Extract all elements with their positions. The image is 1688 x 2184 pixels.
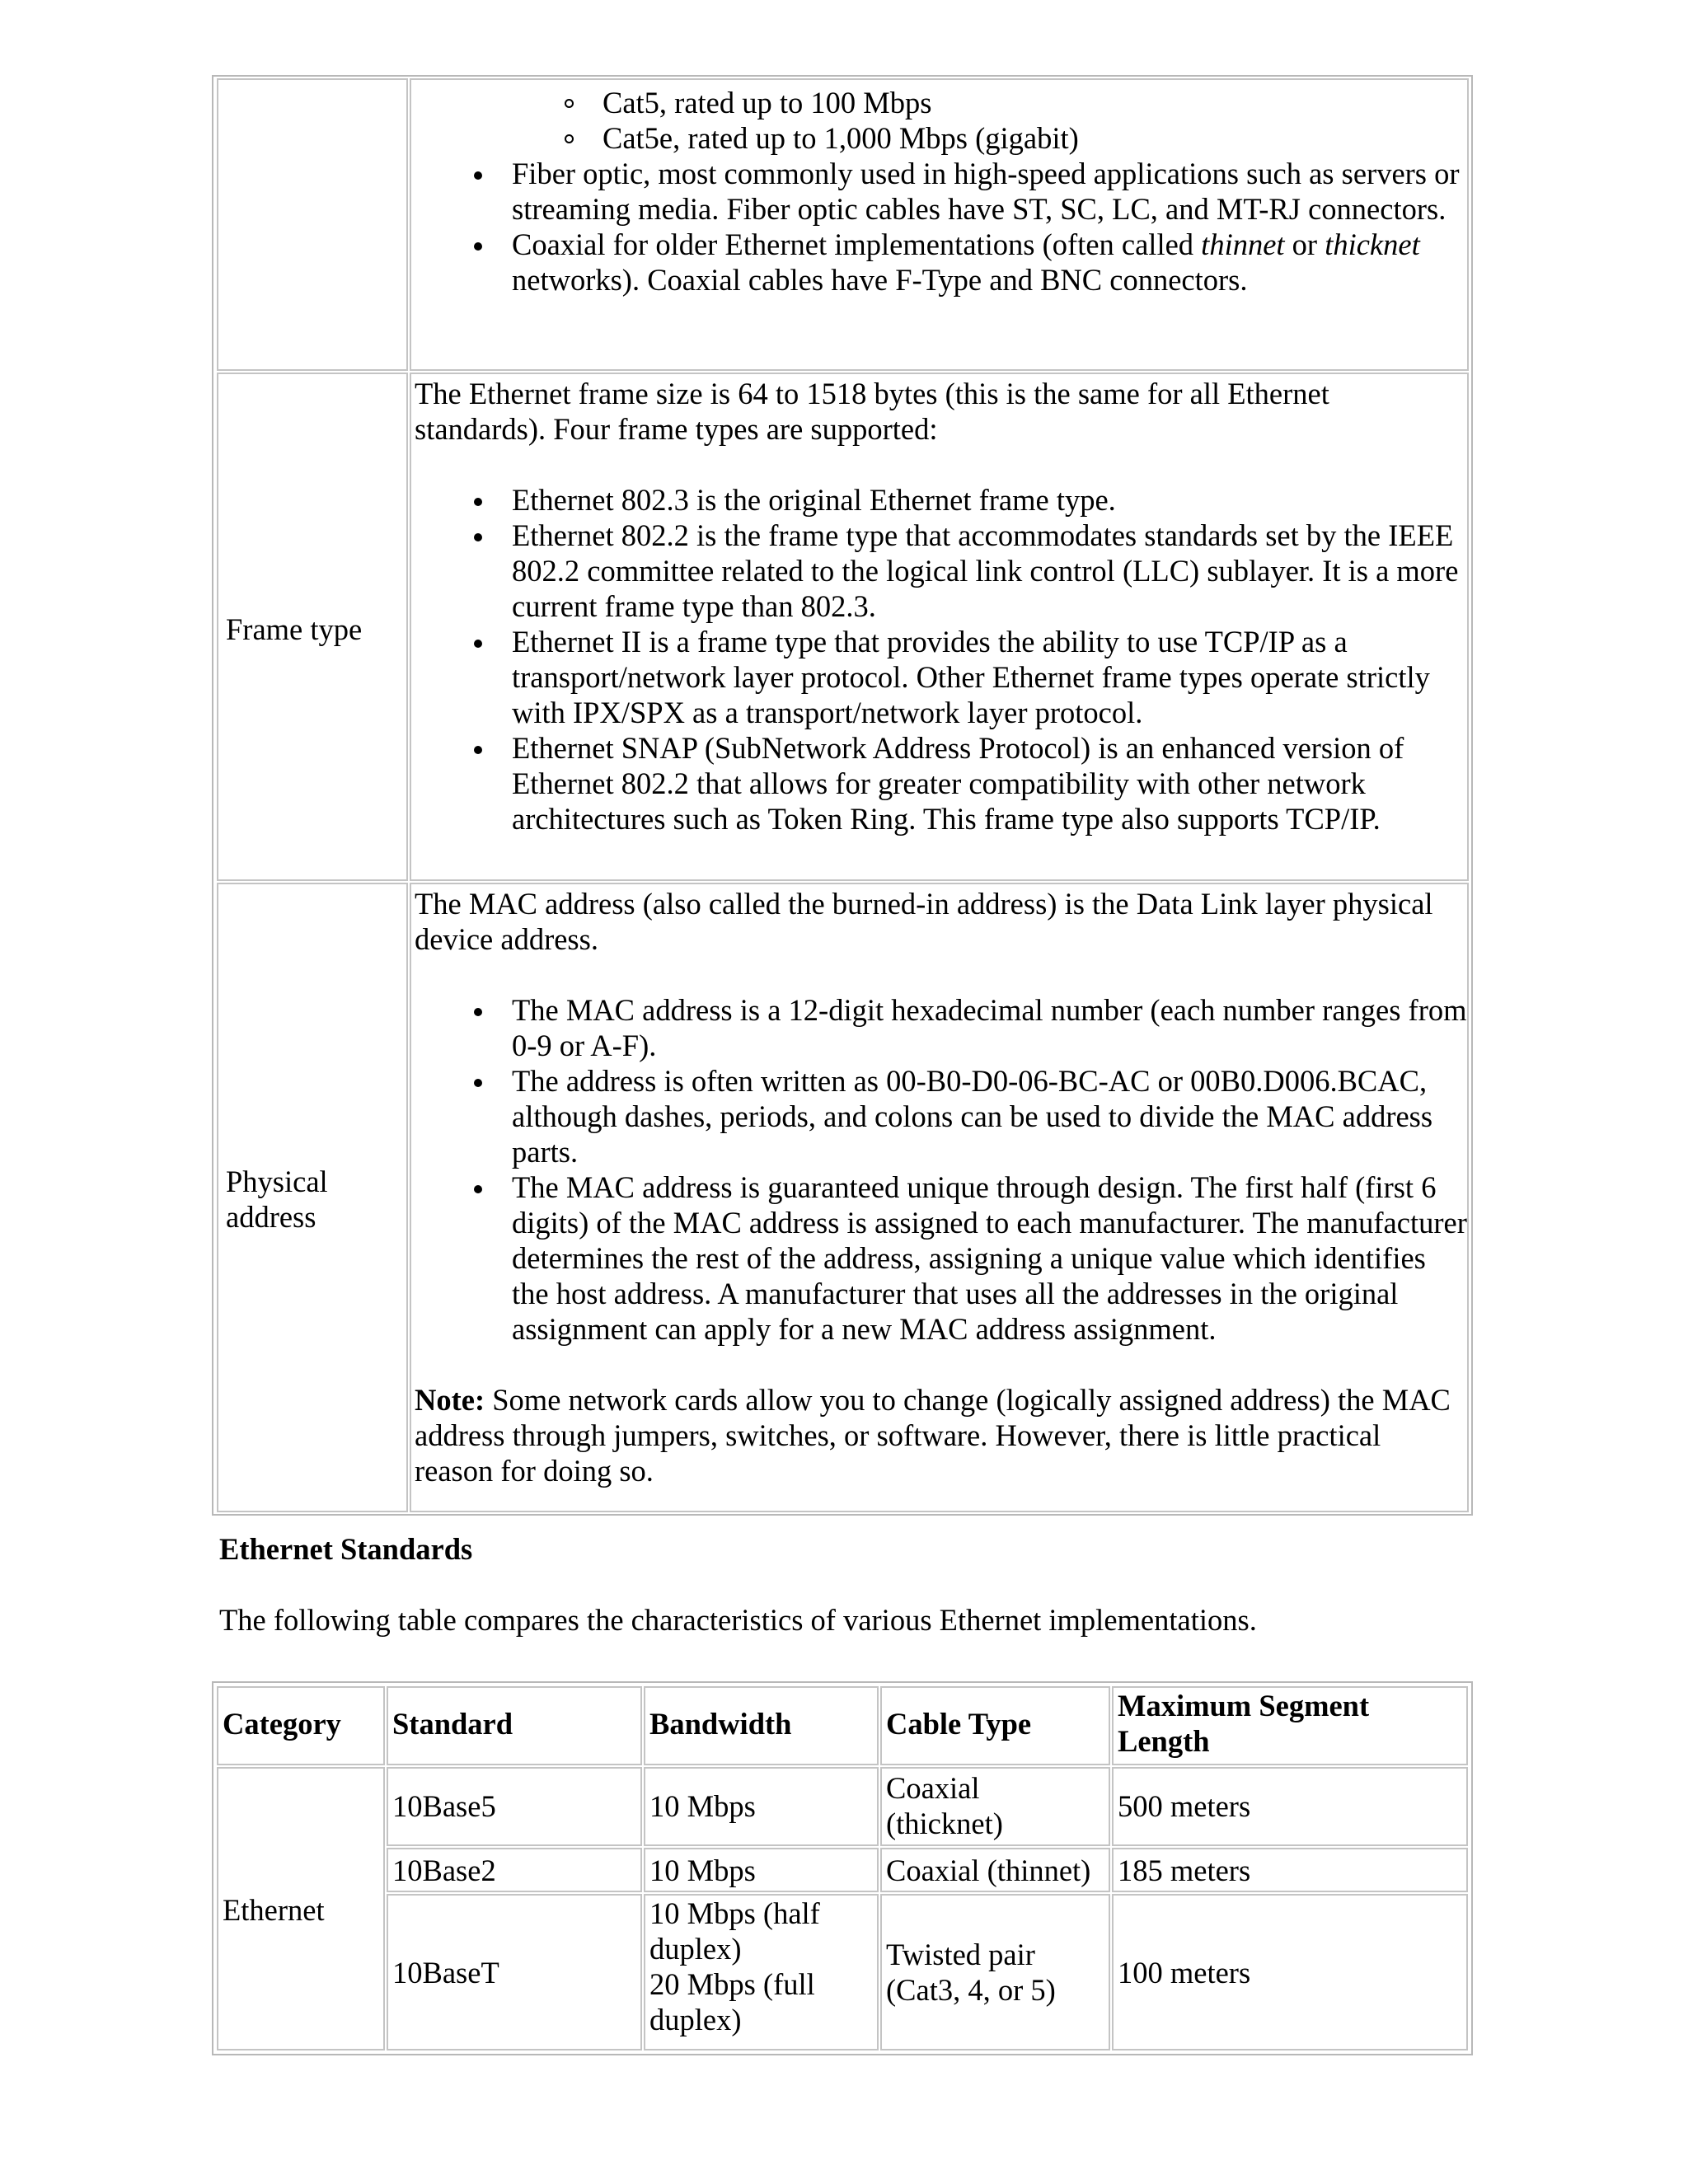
note-label: Note: (415, 1383, 485, 1417)
emphasis-thinnet: thinnet (1201, 227, 1285, 261)
bandwidth-line4: duplex) (649, 2003, 742, 2036)
header-max-segment-line1: Maximum Segment (1118, 1689, 1370, 1722)
length-value: 100 meters (1118, 1956, 1251, 1990)
cable-value-line1: Twisted pair (886, 1938, 1035, 1971)
length-value: 500 meters (1118, 1789, 1251, 1823)
standard-10baset: 10BaseT (392, 1956, 499, 1990)
header-standard: Standard (392, 1707, 513, 1741)
bandwidth-line1: 10 Mbps (half (649, 1896, 820, 1930)
category-cell (217, 1767, 385, 2050)
table-row-cell (1112, 1894, 1468, 2050)
table-row-cell (644, 1894, 879, 2050)
category-ethernet: Ethernet (223, 1893, 325, 1927)
header-cell (387, 1686, 642, 1765)
frame-type-intro: The Ethernet frame size is 64 to 1518 bytes (this is the same for all Ethernet standards). Four frame types are supported: (415, 377, 1329, 446)
table-row-cell (1112, 1848, 1468, 1892)
table-row-cell (880, 1767, 1110, 1846)
list-item: Fiber optic, most commonly used in high-speed applications such as servers or streaming media. Fiber optic cables have ST, SC, LC, and MT-RJ connectors. (512, 156, 1464, 227)
emphasis-thicknet: thicknet (1325, 227, 1420, 261)
table-row-cell (387, 1767, 642, 1846)
table-row-cell (644, 1767, 879, 1846)
cable-subtype-list (603, 85, 1460, 156)
cable-value-line2: (Cat3, 4, or 5) (886, 1973, 1056, 2007)
physical-address-body-cell (410, 883, 1469, 1512)
network-characteristics-table (212, 75, 1473, 1516)
bandwidth-value: 10 Mbps (649, 1789, 756, 1823)
table-row-cell (1112, 1767, 1468, 1846)
bandwidth-line2: duplex) (649, 1932, 742, 1966)
mac-address-list (512, 992, 1468, 1347)
header-cell (644, 1686, 879, 1765)
cable-value-line2: (thicknet) (886, 1807, 1003, 1840)
list-item: Ethernet II is a frame type that provides the ability to use TCP/IP as a transport/network layer protocol. Other Ethernet frame types operate strictly with IPX/SPX as a transport/network layer protocol. (512, 624, 1464, 730)
mac-address-note (415, 1382, 1461, 1488)
frame-type-body-cell (410, 373, 1469, 881)
table-row-cell (880, 1894, 1110, 2050)
frame-type-list (512, 482, 1464, 837)
length-value: 185 meters (1118, 1854, 1251, 1887)
header-category: Category (223, 1707, 341, 1741)
text-segment: networks). Coaxial cables have F-Type and BNC connectors. (512, 263, 1248, 297)
physical-address-label-cell (217, 883, 408, 1512)
list-item: The MAC address is a 12-digit hexadecimal number (each number ranges from 0-9 or A-F). (512, 993, 1467, 1062)
header-cell (880, 1686, 1110, 1765)
physical-address-label-line2: address (226, 1200, 316, 1234)
frame-type-label-cell (217, 373, 408, 881)
cable-value-line1: Coaxial (886, 1771, 980, 1805)
list-item: Ethernet 802.3 is the original Ethernet frame type. (512, 482, 1464, 518)
list-item: The MAC address is guaranteed unique through design. The first half (first 6 digits) of the MAC address is assigned to each manufacturer. The manufacturer determines the rest of the address, assigning a unique value which identifies the host address. A manufacturer that uses all the addresses in the original assignment can apply for a new MAC address assignment. (512, 1170, 1467, 1346)
table-row-cell (387, 1894, 642, 2050)
list-item: The address is often written as 00-B0-D0-06-BC-AC or 00B0.D006.BCAC, although dashes, periods, and colons can be used to divide the MAC address parts. (512, 1063, 1468, 1169)
list-item (512, 227, 1464, 298)
section-intro: The following table compares the characteristics of various Ethernet implementations. (219, 1603, 1257, 1637)
header-bandwidth: Bandwidth (649, 1707, 792, 1741)
mac-address-intro: The MAC address (also called the burned-in address) is the Data Link layer physical device address. (415, 887, 1433, 956)
list-item: Cat5e, rated up to 1,000 Mbps (gigabit) (603, 120, 1460, 156)
cable-value: Coaxial (thinnet) (886, 1854, 1091, 1887)
section-heading: Ethernet Standards (219, 1532, 473, 1566)
cable-row-body-cell (410, 78, 1469, 371)
text-segment: Coaxial for older Ethernet implementations (often called (512, 227, 1202, 261)
cable-row-label-cell (217, 78, 408, 371)
header-cable-type: Cable Type (886, 1707, 1032, 1741)
table-row-cell (387, 1848, 642, 1892)
ethernet-standards-table (212, 1681, 1473, 2055)
table-row-cell (880, 1848, 1110, 1892)
header-cell (1112, 1686, 1468, 1765)
standard-10base2: 10Base2 (392, 1854, 496, 1887)
list-item: Ethernet SNAP (SubNetwork Address Protocol) is an enhanced version of Ethernet 802.2 that allows for greater compatibility with other network architectures such as Token Ring. This frame type also supports TCP/IP. (512, 730, 1464, 837)
list-item: Ethernet 802.2 is the frame type that accommodates standards set by the IEEE 802.2 committee related to the logical link control (LLC) sublayer. It is a more current frame type than 802.3. (512, 518, 1464, 624)
header-cell (217, 1686, 385, 1765)
bandwidth-value: 10 Mbps (649, 1854, 756, 1887)
header-max-segment-line2: Length (1118, 1724, 1210, 1758)
note-text: Some network cards allow you to change (logically assigned address) the MAC address through jumpers, switches, or software. However, there is little practical reason for doing so. (415, 1383, 1451, 1488)
cable-type-list (512, 156, 1464, 298)
list-item: Cat5, rated up to 100 Mbps (603, 85, 1460, 120)
physical-address-label-line1: Physical (226, 1165, 328, 1198)
bandwidth-line3: 20 Mbps (full (649, 1967, 815, 2001)
table-row-cell (644, 1848, 879, 1892)
frame-type-label: Frame type (226, 612, 363, 646)
text-segment: or (1284, 227, 1325, 261)
standard-10base5: 10Base5 (392, 1789, 496, 1823)
